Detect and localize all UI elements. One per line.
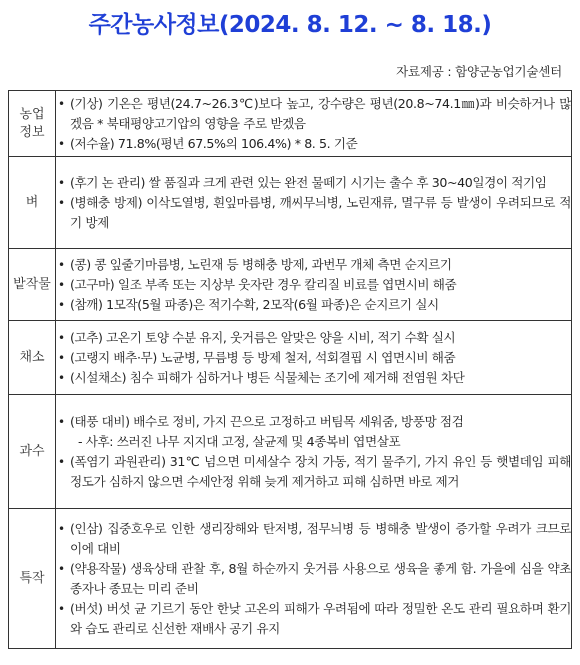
content-vegetables xyxy=(56,321,572,395)
content-field-crops xyxy=(56,249,572,321)
list-item: • (고추) 고온기 토양 수분 유지, 웃거름은 알맞은 양을 시비, 적기 수확 실시 xyxy=(56,328,571,348)
row-vegetables xyxy=(9,321,572,395)
row-special-crops xyxy=(9,509,572,649)
category-farm-info xyxy=(9,91,56,157)
list-item: • (병해충 방제) 이삭도열병, 흰잎마름병, 깨씨무늬병, 노린재류, 멸구류 등 발생이 우려되므로 적기 방제 xyxy=(56,193,571,233)
list-item: • (참깨) 1모작(5월 파종)은 적기수확, 2모작(6월 파종)은 순지르기 실시 xyxy=(56,295,571,315)
category-label-line: 정보 xyxy=(19,124,45,140)
category-label-line: 채소 xyxy=(19,349,45,365)
list-item: • (고랭지 배추·무) 노균병, 무름병 등 방제 철저, 석회결핍 시 엽면시비 해줌 xyxy=(56,348,571,368)
category-fruit-trees xyxy=(9,395,56,509)
category-label-line: 벼 xyxy=(25,194,39,210)
category-field-crops xyxy=(9,249,56,321)
list-item: • (약용작물) 생육상태 관찰 후, 8월 하순까지 웃거름 사용으로 생육을 좋게 함. 가을에 심을 약초 종자나 종묘는 미리 준비 xyxy=(56,559,571,599)
list-item: • (저수율) 71.8%(평년 67.5%의 106.4%) * 8. 5. 기준 xyxy=(56,134,571,154)
page-title: 주간농사정보(2024. 8. 12. ~ 8. 18.) xyxy=(88,12,492,38)
category-label-line: 밭작물 xyxy=(13,276,51,292)
category-label-line: 과수 xyxy=(19,443,45,459)
list-item: • (고구마) 일조 부족 또는 지상부 웃자란 경우 칼리질 비료를 엽면시비 해줌 xyxy=(56,275,571,295)
category-label-line: 특작 xyxy=(19,570,45,586)
category-special-crops xyxy=(9,509,56,649)
list-item: • (후기 논 관리) 쌀 품질과 크게 관련 있는 완전 물떼기 시기는 출수 후 30~40일경이 적기임 xyxy=(56,173,571,193)
category-rice xyxy=(9,157,56,249)
content-rice xyxy=(56,157,572,249)
row-field-crops xyxy=(9,249,572,321)
content-farm-info xyxy=(56,91,572,157)
source-credit: 자료제공 : 함양군농업기술센터 xyxy=(396,64,562,79)
list-item: • (기상) 기온은 평년(24.7~26.3℃)보다 높고, 강수량은 평년(20.8~74.1㎜)과 비슷하거나 많겠음 * 북태평양고기압의 영향을 주로 받겠음 xyxy=(56,94,571,134)
row-fruit-trees xyxy=(9,395,572,509)
list-item: • (폭염기 과원관리) 31℃ 넘으면 미세살수 장치 가동, 적기 물주기, 가지 유인 등 햇볕데임 피해 정도가 심하지 않으면 수세안정 위해 늦게 제거하고 피해 심하면 바로 제거 xyxy=(56,452,571,492)
report-table xyxy=(8,90,572,649)
list-item: • (콩) 콩 잎줄기마름병, 노린재 등 병해충 방제, 과번무 개체 측면 순지르기 xyxy=(56,255,571,275)
category-label-line: 농업 xyxy=(19,106,45,122)
list-subitem: - 사후: 쓰러진 나무 지지대 고정, 살균제 및 4종복비 엽면살포 xyxy=(78,433,401,449)
category-vegetables xyxy=(9,321,56,395)
row-rice xyxy=(9,157,572,249)
content-fruit-trees xyxy=(56,395,572,509)
list-item: • (버섯) 버섯 균 기르기 동안 한낮 고온의 피해가 우려됨에 따라 정밀한 온도 관리 필요하며 환기와 습도 관리로 신선한 재배사 공기 유지 xyxy=(56,599,571,639)
row-farm-info xyxy=(9,91,572,157)
content-special-crops xyxy=(56,509,572,649)
list-item: • (태풍 대비) 배수로 정비, 가지 끈으로 고정하고 버팀목 세워줌, 방풍망 점검 xyxy=(56,412,571,432)
list-item: • (인삼) 집중호우로 인한 생리장해와 탄저병, 점무늬병 등 병해충 발생이 증가할 우려가 크므로 이에 대비 xyxy=(56,519,571,559)
list-item: • (시설채소) 침수 피해가 심하거나 병든 식물체는 조기에 제거해 전염원 차단 xyxy=(56,368,571,388)
